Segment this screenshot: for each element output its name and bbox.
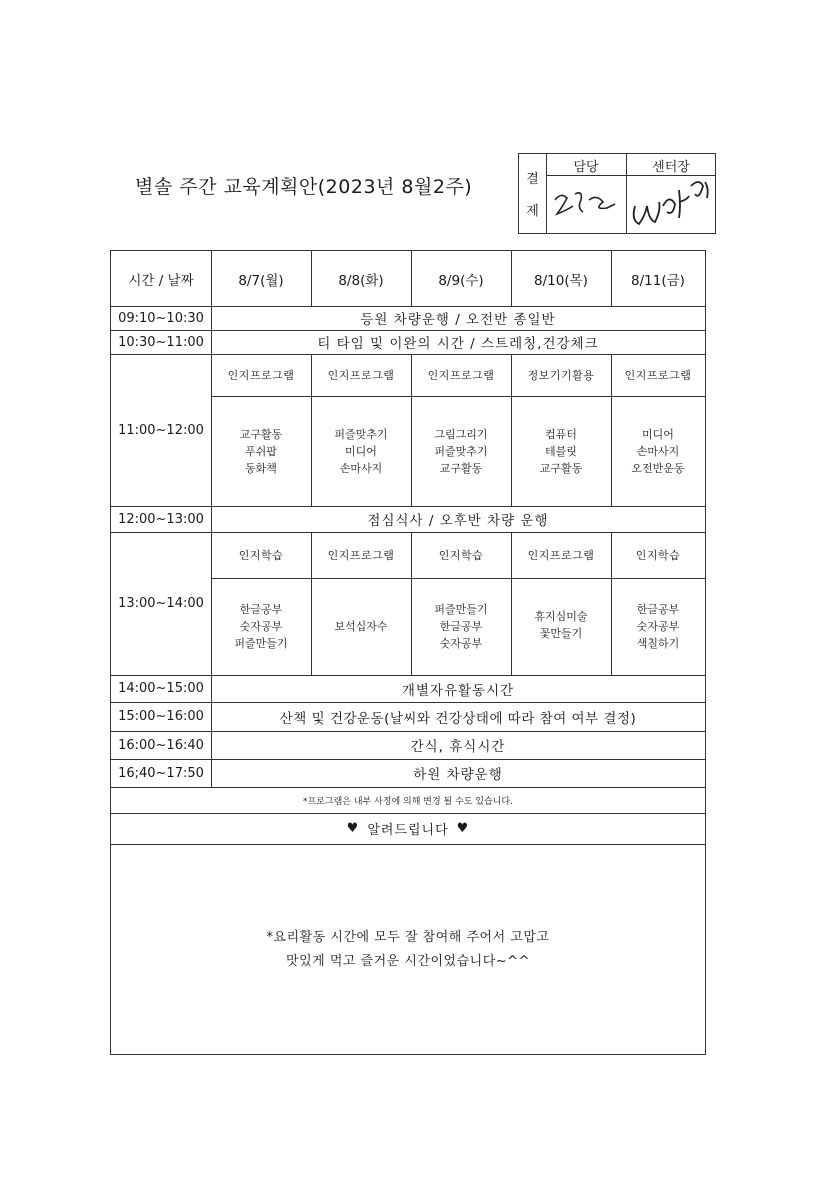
activity-item: 미디어 <box>345 444 377 458</box>
activity-item: 손마사지 <box>636 444 680 458</box>
program-1300-tue: 인지프로그램 <box>327 549 395 562</box>
activity-item: 퍼즐만들기 <box>234 637 288 650</box>
activities-1300-thu <box>511 578 611 675</box>
time-1640: 16;40~17:50 <box>118 765 204 781</box>
program-change-note: *프로그램은 내부 사정에 의해 변경 될 수도 있습니다. <box>303 797 513 807</box>
time-1300: 13:00~14:00 <box>118 596 204 611</box>
notice-heading <box>111 813 705 844</box>
approval-box <box>518 153 716 234</box>
activity-1400: 개별자유활동시간 <box>401 682 515 699</box>
activity-item: 숫자공부 <box>239 620 283 633</box>
program-1300-fri: 인지학습 <box>635 549 681 562</box>
activity-item: 퍼즐맞추기 <box>434 444 488 458</box>
notice-line-1: *요리활동 시간에 모두 잘 참여해 주어서 고맙고 <box>266 930 550 945</box>
activity-item: 색칠하기 <box>636 637 680 650</box>
header-day-tue: 8/8(화) <box>338 272 384 289</box>
page-title: 별솔 주간 교육계획안(2023년 8월2주) <box>135 176 473 198</box>
time-1400: 14:00~15:00 <box>118 681 204 696</box>
activities-1300-mon <box>211 578 311 675</box>
time-1200: 12:00~13:00 <box>118 511 204 527</box>
activity-item: 꽃만들기 <box>539 627 583 640</box>
activity-0910: 등원 차량운행 / 오전반 종일반 <box>360 312 556 328</box>
activity-item: 보석십자수 <box>334 620 388 633</box>
program-1100-tue: 인지프로그램 <box>327 369 395 382</box>
schedule-sheet <box>110 250 706 1055</box>
activity-item: 한글공부 <box>636 603 680 616</box>
time-1100: 11:00~12:00 <box>118 422 204 438</box>
activity-1500: 산책 및 건강운동(날씨와 건강상태에 따라 참여 여부 결정) <box>279 710 637 727</box>
activity-item: 한글공부 <box>239 603 283 616</box>
activities-1300-fri <box>611 578 705 675</box>
activity-item: 교구활동 <box>439 461 483 475</box>
activity-1030: 티 타임 및 이완의 시간 / 스트레칭,건강체크 <box>317 336 599 352</box>
activity-item: 손마사지 <box>339 461 383 475</box>
manager-signature <box>549 180 623 226</box>
approval-side-label-1: 결 <box>526 172 539 187</box>
notice-body <box>111 845 705 1055</box>
time-1600: 16:00~16:40 <box>118 737 204 753</box>
activity-item: 한글공부 <box>439 620 483 633</box>
notice-title: 알려드립니다 <box>367 823 449 838</box>
activity-item: 퍼즐맞추기 <box>334 427 388 441</box>
activities-1100-tue <box>311 396 411 506</box>
director-signature <box>629 176 715 232</box>
header-day-mon: 8/7(월) <box>238 272 284 289</box>
activity-1640: 하원 차량운행 <box>413 767 503 783</box>
time-0910: 09:10~10:30 <box>118 310 204 326</box>
time-1030: 10:30~11:00 <box>118 334 204 350</box>
activity-1600: 간식, 휴식시간 <box>410 739 506 755</box>
approval-col-manager: 담당 <box>573 160 599 175</box>
program-1300-mon: 인지학습 <box>238 549 284 562</box>
activity-item: 그림그리기 <box>434 427 488 441</box>
approval-side-label-2: 제 <box>526 204 539 219</box>
activities-1100-mon <box>211 396 311 506</box>
activity-item: 푸쉬팝 <box>245 444 277 458</box>
activity-item: 오전반운동 <box>631 461 685 475</box>
notice-line-2: 맛있게 먹고 즐거운 시간이었습니다~^^ <box>286 954 530 969</box>
program-1100-thu: 정보기기활용 <box>527 369 595 382</box>
activities-1300-wed <box>411 578 511 675</box>
activity-1200: 점심식사 / 오후반 차량 운행 <box>367 513 549 529</box>
header-day-thu: 8/10(목) <box>534 272 588 289</box>
activities-1300-tue <box>311 578 411 675</box>
activity-item: 숫자공부 <box>636 620 680 633</box>
program-1100-fri: 인지프로그램 <box>624 369 692 382</box>
heart-icon: ♥ <box>456 821 470 836</box>
activities-1100-thu <box>511 396 611 506</box>
activities-1100-fri <box>611 396 705 506</box>
activity-item: 퍼즐만들기 <box>434 603 488 616</box>
header-day-fri: 8/11(금) <box>631 272 685 289</box>
time-1500: 15:00~16:00 <box>118 709 204 724</box>
heart-icon: ♥ <box>346 821 360 836</box>
program-1300-wed: 인지학습 <box>438 549 484 562</box>
approval-col-director: 센터장 <box>652 160 690 175</box>
header-day-wed: 8/9(수) <box>438 272 484 289</box>
header-time-day: 시간 / 날짜 <box>128 272 194 289</box>
activity-item: 휴지심미술 <box>534 610 588 623</box>
activity-item: 교구활동 <box>539 461 583 475</box>
activity-item: 컴퓨터 <box>545 427 577 441</box>
activity-item: 교구활동 <box>239 427 283 441</box>
activity-item: 숫자공부 <box>439 637 483 650</box>
activity-item: 테블릿 <box>545 444 577 458</box>
activities-1100-wed <box>411 396 511 506</box>
program-1300-thu: 인지프로그램 <box>527 549 595 562</box>
activity-item: 미디어 <box>642 427 674 441</box>
activity-item: 동화책 <box>245 461 277 475</box>
program-1100-mon: 인지프로그램 <box>227 369 295 382</box>
program-1100-wed: 인지프로그램 <box>427 369 495 382</box>
